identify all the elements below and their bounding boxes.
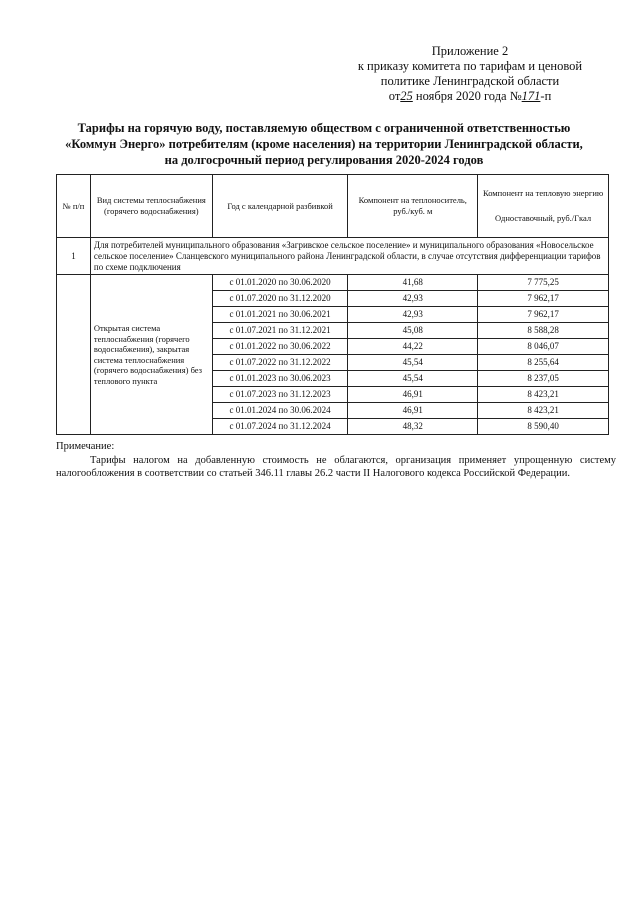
note-text: Тарифы налогом на добавленную стоимость не облагаются, организация применяет упрощенную систему налогообложения в соответствии со статьей 346.11 главы 26.2 части II Налогового кодекса Российской Федерации. — [56, 454, 616, 479]
carrier-cell: 45,08 — [348, 323, 478, 339]
note-section — [56, 440, 616, 481]
energy-cell: 8 237,05 — [478, 371, 609, 387]
title-line-1: Тарифы на горячую воду, поставляемую обществом с ограниченной ответственностью — [77, 121, 571, 135]
carrier-cell: 48,32 — [348, 419, 478, 435]
order-day: 25 — [400, 89, 413, 103]
header-energy-sub: Одноставочный, руб./Гкал — [495, 213, 592, 223]
energy-cell: 8 423,21 — [478, 387, 609, 403]
group-number: 1 — [57, 238, 91, 275]
table-header-row — [57, 175, 609, 238]
period-cell: с 01.01.2024 по 30.06.2024 — [212, 403, 348, 419]
carrier-cell: 45,54 — [348, 371, 478, 387]
appendix-header — [330, 44, 610, 104]
energy-cell: 8 255,64 — [478, 355, 609, 371]
order-number: 171 — [521, 89, 541, 103]
carrier-cell: 45,54 — [348, 355, 478, 371]
header-system: Вид системы теплоснабжения (горячего водоснабжения) — [90, 175, 212, 238]
header-energy — [478, 175, 609, 238]
header-year: Год с календарной разбивкой — [212, 175, 348, 238]
note-heading: Примечание: — [56, 441, 115, 452]
appendix-title: Приложение 2 — [431, 44, 509, 58]
period-cell: с 01.01.2021 по 30.06.2021 — [212, 307, 348, 323]
period-cell: с 01.01.2023 по 30.06.2023 — [212, 371, 348, 387]
system-type: Открытая система теплоснабжения (горячего водоснабжения), закрытая система теплоснабжения (горячего водоснабжения) без теплового пункта — [90, 275, 212, 435]
period-cell: с 01.07.2022 по 31.12.2022 — [212, 355, 348, 371]
period-cell: с 01.07.2021 по 31.12.2021 — [212, 323, 348, 339]
empty-num-cell — [57, 275, 91, 435]
group-description: Для потребителей муниципального образования «Загривское сельское поселение» и муниципального образования «Новосельское сельское поселение» Сланцевского муниципального района Ленинградской области, в случае отсутствия дифференциации тарифов по схеме подключения — [90, 238, 608, 275]
period-cell: с 01.01.2022 по 30.06.2022 — [212, 339, 348, 355]
energy-cell: 8 590,40 — [478, 419, 609, 435]
carrier-cell: 46,91 — [348, 387, 478, 403]
energy-cell: 7 962,17 — [478, 307, 609, 323]
order-prefix: от — [388, 89, 401, 103]
tariff-table — [56, 174, 609, 435]
header-energy-label: Компонент на тепловую энергию — [482, 188, 604, 198]
appendix-order-line — [330, 89, 610, 104]
period-cell: с 01.07.2023 по 31.12.2023 — [212, 387, 348, 403]
carrier-cell: 41,68 — [348, 275, 478, 291]
appendix-line-3: политике Ленинградской области — [380, 74, 560, 88]
table-row — [57, 275, 609, 291]
title-line-3: на долгосрочный период регулирования 2020-2024 годов — [164, 153, 484, 167]
energy-cell: 8 423,21 — [478, 403, 609, 419]
appendix-line-2: к приказу комитета по тарифам и ценовой — [357, 59, 583, 73]
energy-cell: 8 046,07 — [478, 339, 609, 355]
document-title — [40, 120, 608, 168]
order-middle: ноября 2020 года № — [415, 89, 522, 103]
energy-cell: 8 588,28 — [478, 323, 609, 339]
header-num: № п/п — [57, 175, 91, 238]
title-line-2: «Коммун Энерго» потребителям (кроме населения) на территории Ленинградской области, — [65, 137, 583, 151]
energy-cell: 7 775,25 — [478, 275, 609, 291]
period-cell: с 01.07.2024 по 31.12.2024 — [212, 419, 348, 435]
order-suffix: -п — [540, 89, 552, 103]
carrier-cell: 42,93 — [348, 307, 478, 323]
carrier-cell: 44,22 — [348, 339, 478, 355]
carrier-cell: 42,93 — [348, 291, 478, 307]
carrier-cell: 46,91 — [348, 403, 478, 419]
energy-cell: 7 962,17 — [478, 291, 609, 307]
period-cell: с 01.07.2020 по 31.12.2020 — [212, 291, 348, 307]
group-row — [57, 238, 609, 275]
header-carrier: Компонент на теплоноситель, руб./куб. м — [348, 175, 478, 238]
period-cell: с 01.01.2020 по 30.06.2020 — [212, 275, 348, 291]
